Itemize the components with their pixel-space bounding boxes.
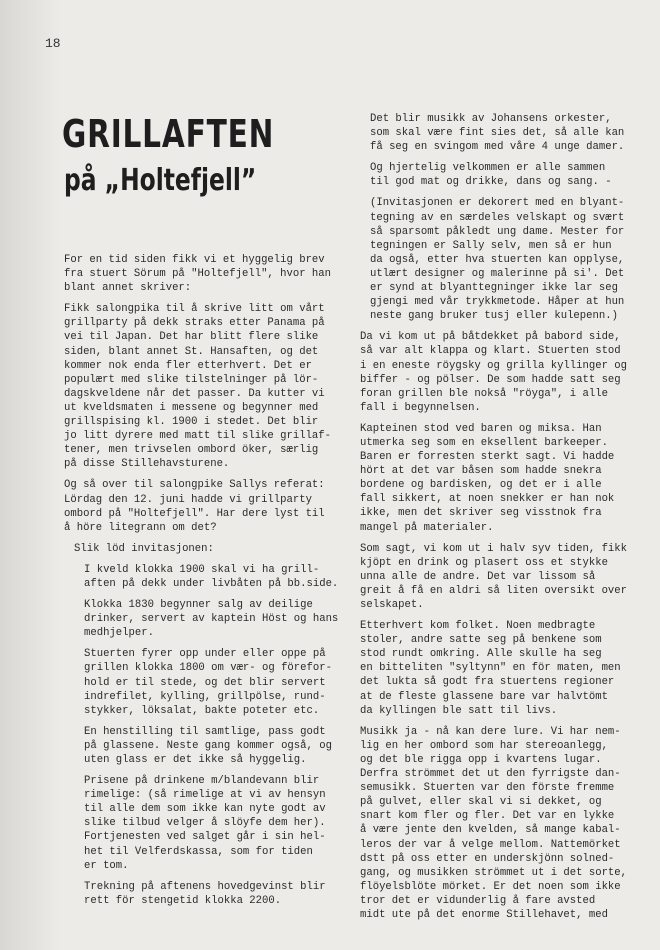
invitation-paragraph: Trekning på aftenens hovedgevinst blir rett för stengetid klokka 2200. <box>84 880 326 907</box>
paragraph: Som sagt, vi kom ut i halv syv tiden, fikk kjöpt en drink og plasert oss et stykke unna alle de andre. Det var lissom så greit å få en aldri så liten oversikt over selskapet. <box>360 542 628 611</box>
paragraph: Og så over til salongpike Sallys referat: Lördag den 12. juni hadde vi grillparty ombord på "Holtefjell". Har dere lyst til å höre litegrann om det? <box>64 479 325 534</box>
paragraph: For en tid siden fikk vi et hyggelig brev fra stuert Sörum på "Holtefjell", hvor han blant annet skriver: <box>64 254 332 295</box>
right-column <box>360 112 632 929</box>
paragraph: Fikk salongpika til å skrive litt om vårt grillparty på dekk straks etter Panama på vei til Japan. Det har blitt flere slike siden, blant annet St. Hansaften, og det kommer nok enda fler etterhvert. Det er populært med slike tilstelninger på lör- dagskveldene når det passer. Da kutter vi ut kveldsmaten i messene og begynner med grillspising kl. 1900 i stedet. Det blir jo litt dyrere med matt til slike grillaf- tener, men trivselen ombord öker, særlig på disse Stillehavsturene. <box>64 303 332 471</box>
invitation-paragraph: En henstilling til samtlige, pass godt på glassene. Neste gang kommer også, og uten glass er det ikke så hyggelig. <box>84 725 332 766</box>
article-subtitle: på „Holtefjell” <box>64 163 257 198</box>
left-column <box>64 253 344 915</box>
paragraph: Slik löd invitasjonen: <box>74 542 214 555</box>
paragraph: Kapteinen stod ved baren og miksa. Han utmerka seg som en eksellent barkeeper. Baren er forresten sterkt sagt. Vi hadde hört at det var båsen som hadde snekra bordene og bardisken, og det er i alle fall sikkert, at noen snekker er han nok ikke, men det skriver seg visstnok fra mangel på materialer. <box>360 422 615 534</box>
page-binding-shadow <box>0 0 60 950</box>
paragraph: Etterhvert kom folket. Noen medbragte stoler, andre satte seg på benkene som stod rundt omkring. Alle skulle ha seg en bitteliten "syltynn" en för maten, men det lukta så godt fra stuertens regioner at de fleste glassene bare var halvtömt da kyllingen ble satt til livs. <box>360 620 621 717</box>
invitation-paragraph: Klokka 1830 begynner salg av deilige drinker, servert av kaptein Höst og hans medhjelper. <box>84 599 339 640</box>
invitation-paragraph: Prisene på drinkene m/blandevann blir rimelige: (så rimelige at vi av hensyn til alle dem som ikke kan nyte godt av slike tilbud velger å slöyfe dem her). Fortjenesten ved salget går i sin hel- het til Velferdskassa, som for tiden er tom. <box>84 775 326 872</box>
invitation-paragraph: I kveld klokka 1900 skal vi ha grill- aften på dekk under livbåten på bb.side. <box>84 563 339 590</box>
page-number: 18 <box>45 36 61 51</box>
invitation-paragraph: Det blir musikk av Johansens orkester, som skal være fint sies det, så alle kan få seg en svingom med våre 4 unge damer. <box>370 113 625 154</box>
invitation-paragraph: Stuerten fyrer opp under eller oppe på grillen klokka 1800 om vær- og förefor- hold er til stede, og det blir servert indrefilet, kylling, grillpölse, rund- stykker, löksalat, bakte poteter etc. <box>84 648 332 717</box>
editor-note: (Invitasjonen er dekorert med en blyant- tegning av en særdeles velskapt og svært så sparsomt påkledt ung dame. Mester for tegningen er Sally selv, men så er hun da også, etter hva stuerten kan opplyse, utlært designer og malerinne på si'. Det er synd at blyanttegninger ikke lar seg gjengi med vår trykkmetode. Håper at hun neste gang bruker tusj eller kulepenn.) <box>370 197 625 323</box>
paragraph: Musikk ja - nå kan dere lure. Vi har nem- lig en her ombord som har stereoanlegg, og det ble rigga opp i kvartens lugar. Derfra strömmet det ut den fyrrigste dan- semusikk. Stuerten var den förste fremme på gulvet, eller skal vi si dekket, og snart kom fler og fler. Det var en lykke å være jente den kvelden, så mange kabal- leros der var å velge mellom. Nattemörket dstt på oss etter en underskjönn solned- gang, og musikken strömmet ut i det sorte, flöyelsblöte mörket. Er det noen som ikke tror det er vidunderlig å fare avsted midt ute på det enorme Stillehavet, med <box>360 725 628 921</box>
paragraph: Da vi kom ut på båtdekket på babord side, så var alt klappa og klart. Stuerten stod i en eneste röygsky og grilla kyllinger og biffer - og pölser. De som hadde satt seg foran grillen ble nokså "röyga", i alle fall i begynnelsen. <box>360 331 628 414</box>
invitation-paragraph: Og hjertelig velkommen er alle sammen til god mat og drikke, dans og sang. - <box>370 162 612 189</box>
article-title: GRILLAFTEN <box>62 112 275 156</box>
